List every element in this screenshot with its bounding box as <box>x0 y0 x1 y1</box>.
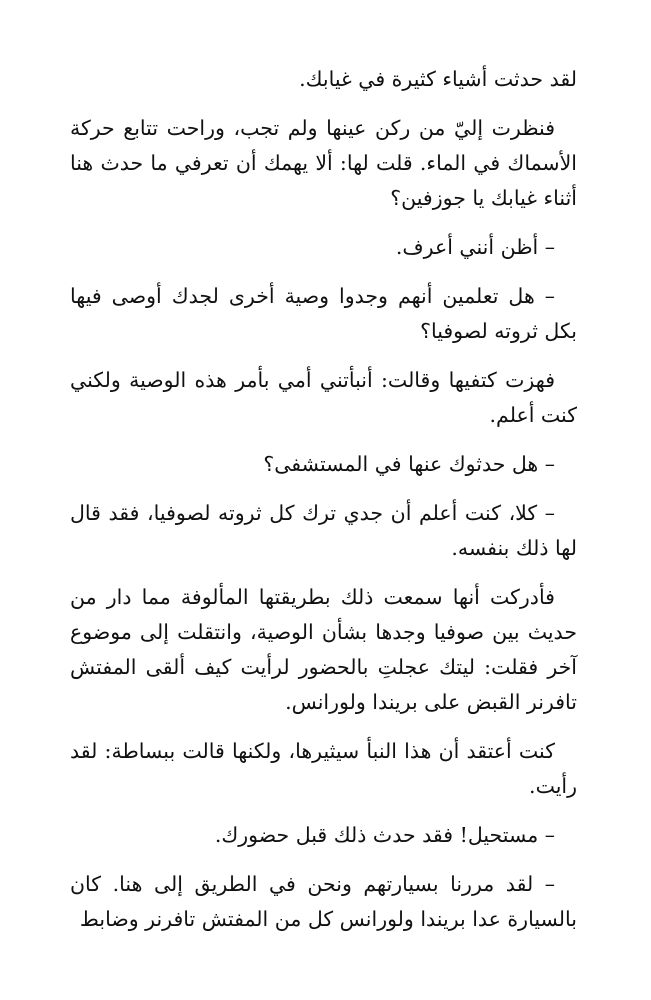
paragraph-3: – أظن أنني أعرف. <box>395 235 555 259</box>
paragraph-1: لقد حدثت أشياء كثيرة في غيابك. <box>299 67 577 91</box>
paragraph-8: فأدركت أنها سمعت ذلك بطريقتها المألوفة مما دار من حديث بين صوفيا وجدها بشأن الوصية، وانتقلت إلى موضوع آخر فقلت: ليتك عجلتِ بالحضور لرأيت كيف ألقى المفتش تافرنر القبض على بريندا ولورانس. <box>70 585 577 714</box>
paragraph-10: – مستحيل! فقد حدث ذلك قبل حضورك. <box>214 823 555 847</box>
paragraph-5: فهزت كتفيها وقالت: أنبأتني أمي بأمر هذه الوصية ولكني كنت أعلم. <box>70 368 577 427</box>
paragraph-6: – هل حدثوك عنها في المستشفى؟ <box>263 452 555 476</box>
paragraph-4: – هل تعلمين أنهم وجدوا وصية أخرى لجدك أوصى فيها بكل ثروته لصوفيا؟ <box>70 284 577 343</box>
paragraph-7: – كلا، كنت أعلم أن جدي ترك كل ثروته لصوفيا، فقد قال لها ذلك بنفسه. <box>70 501 577 560</box>
paragraph-2: فنظرت إليّ من ركن عينها ولم تجب، وراحت تتابع حركة الأسماك في الماء. قلت لها: ألا يهمك أن تعرفي ما حدث هنا أثناء غيابك يا جوزفين؟ <box>70 116 577 210</box>
paragraph-11: – لقد مررنا بسيارتهم ونحن في الطريق إلى هنا. كان بالسيارة عدا بريندا ولورانس كل من المفتش تافرنر وضابط <box>70 872 577 931</box>
paragraph-9: كنت أعتقد أن هذا النبأ سيثيرها، ولكنها قالت ببساطة: لقد رأيت. <box>70 739 577 798</box>
